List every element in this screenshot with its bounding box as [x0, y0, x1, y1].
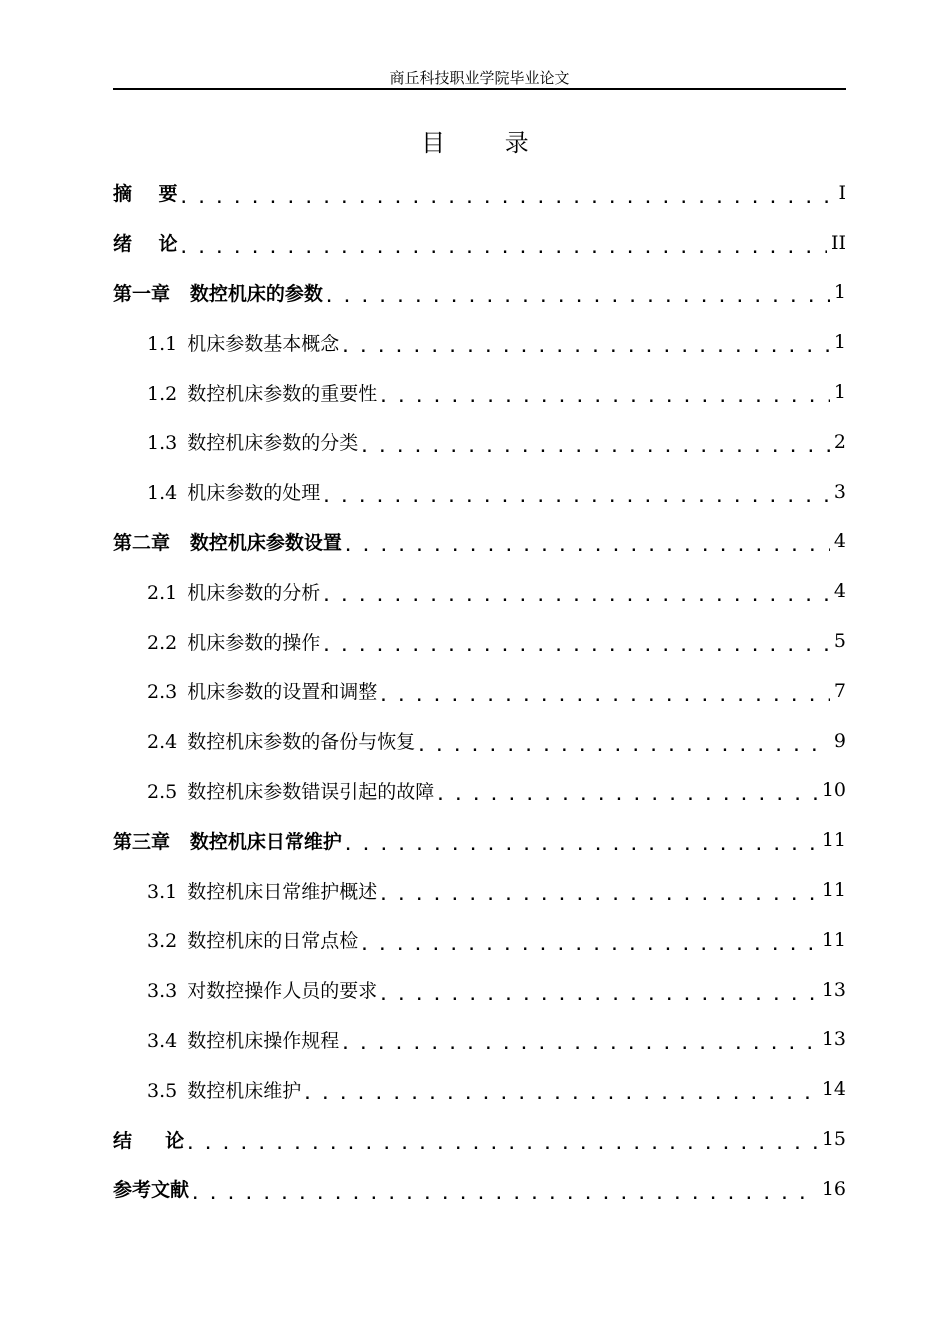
toc-entry-label	[147, 677, 377, 704]
table-of-contents	[113, 168, 846, 1214]
toc-page-number: 11	[821, 879, 846, 902]
toc-entry[interactable]	[113, 218, 846, 268]
toc-entry-number: 3.2	[147, 930, 178, 953]
toc-entry[interactable]	[113, 566, 846, 616]
toc-entry-text: 摘 要	[113, 183, 178, 206]
toc-leader-dots	[322, 634, 830, 654]
toc-page-number: 14	[821, 1078, 846, 1101]
toc-entry-label	[147, 379, 377, 406]
toc-entry-label	[147, 628, 320, 655]
toc-page-number: 16	[821, 1177, 846, 1200]
toc-entry-number: 1.3	[147, 432, 178, 455]
header-rule	[113, 88, 846, 90]
toc-entry[interactable]	[113, 168, 846, 218]
toc-entry-label	[113, 528, 342, 555]
toc-entry-label	[147, 926, 358, 953]
toc-entry-label	[147, 428, 358, 455]
toc-entry[interactable]	[113, 616, 846, 666]
toc-page-number: 4	[833, 530, 846, 553]
toc-entry[interactable]	[113, 268, 846, 318]
toc-entry-text: 第三章 数控机床日常维护	[113, 830, 342, 853]
toc-entry-label	[147, 877, 377, 904]
toc-leader-dots	[344, 534, 830, 554]
toc-entry[interactable]	[113, 766, 846, 816]
toc-page-number: 13	[821, 1028, 846, 1051]
toc-page-number: II	[830, 231, 846, 254]
toc-leader-dots	[303, 1082, 818, 1102]
toc-entry-text: 机床参数的分析	[187, 581, 321, 604]
toc-leader-dots	[179, 236, 827, 256]
toc-page-number: I	[838, 181, 846, 204]
toc-entry-label	[147, 727, 415, 754]
toc-page-number: 5	[833, 630, 846, 653]
toc-leader-dots	[344, 833, 818, 853]
toc-entry[interactable]	[113, 915, 846, 965]
toc-entry-label	[113, 827, 342, 854]
toc-leader-dots	[191, 1182, 818, 1202]
toc-entry[interactable]	[113, 666, 846, 716]
toc-entry-number: 3.1	[147, 880, 178, 903]
toc-entry-label	[113, 179, 177, 206]
toc-leader-dots	[179, 186, 832, 206]
toc-entry-number: 3.5	[147, 1079, 178, 1102]
toc-leader-dots	[436, 783, 818, 803]
toc-entry-text: 数控机床参数错误引起的故障	[187, 780, 435, 803]
toc-entry-number: 2.2	[147, 631, 178, 654]
toc-leader-dots	[360, 435, 830, 455]
toc-page-number: 1	[833, 331, 846, 354]
toc-page-number: 10	[821, 779, 846, 802]
toc-entry-text: 数控机床参数的分类	[187, 432, 359, 455]
toc-entry[interactable]	[113, 317, 846, 367]
toc-page-number: 1	[833, 381, 846, 404]
toc-entry[interactable]	[113, 1015, 846, 1065]
toc-entry[interactable]	[113, 1164, 846, 1214]
toc-leader-dots	[325, 285, 830, 305]
toc-entry-text: 数控机床参数的备份与恢复	[187, 731, 416, 754]
toc-entry-number: 3.4	[147, 1029, 178, 1052]
toc-entry-number: 2.4	[147, 731, 178, 754]
toc-entry-text: 数控机床的日常点检	[187, 930, 359, 953]
toc-entry[interactable]	[113, 467, 846, 517]
toc-entry[interactable]	[113, 1064, 846, 1114]
toc-entry-text: 机床参数的处理	[187, 482, 321, 505]
toc-entry[interactable]	[113, 965, 846, 1015]
toc-leader-dots	[186, 1132, 818, 1152]
toc-entry-label	[113, 1175, 189, 1202]
toc-entry-label	[147, 329, 339, 356]
toc-entry-text: 数控机床日常维护概述	[187, 880, 378, 903]
toc-entry-text: 参考文献	[113, 1179, 190, 1202]
toc-page-number: 7	[833, 679, 846, 702]
toc-leader-dots	[417, 734, 830, 754]
toc-page-number: 1	[833, 281, 846, 304]
toc-entry-label	[147, 1076, 301, 1103]
toc-entry-label	[147, 777, 434, 804]
toc-entry[interactable]	[113, 1114, 846, 1164]
toc-entry-text: 结 论	[113, 1129, 185, 1152]
toc-entry-number: 1.4	[147, 482, 178, 505]
toc-entry-label	[147, 976, 377, 1003]
toc-entry-label	[147, 1026, 339, 1053]
toc-entry-text: 机床参数基本概念	[187, 332, 340, 355]
toc-entry-text: 机床参数的操作	[187, 631, 321, 654]
toc-page-number: 9	[833, 729, 846, 752]
toc-entry-number: 2.3	[147, 681, 178, 704]
toc-entry-number: 2.1	[147, 581, 178, 604]
toc-entry[interactable]	[113, 367, 846, 417]
toc-entry[interactable]	[113, 417, 846, 467]
toc-page-number: 13	[821, 978, 846, 1001]
toc-entry-label	[113, 279, 323, 306]
toc-leader-dots	[379, 684, 830, 704]
toc-page-number: 2	[833, 430, 846, 453]
toc-entry[interactable]	[113, 517, 846, 567]
toc-entry-text: 第二章 数控机床参数设置	[113, 531, 342, 554]
toc-entry-text: 绪 论	[113, 233, 178, 256]
toc-entry-label	[113, 229, 177, 256]
toc-entry-text: 对数控操作人员的要求	[187, 980, 378, 1003]
toc-entry[interactable]	[113, 815, 846, 865]
toc-page-number: 4	[833, 580, 846, 603]
page-title: 目 录	[421, 129, 555, 157]
toc-leader-dots	[322, 584, 830, 604]
running-header: 商丘科技职业学院毕业论文	[389, 69, 570, 87]
toc-entry-number: 1.1	[147, 332, 178, 355]
toc-leader-dots	[322, 485, 830, 505]
toc-entry-text: 机床参数的设置和调整	[187, 681, 378, 704]
toc-entry-text: 数控机床维护	[187, 1079, 302, 1102]
toc-leader-dots	[379, 883, 818, 903]
toc-leader-dots	[360, 933, 818, 953]
toc-page-number: 3	[833, 480, 846, 503]
toc-entry-label	[113, 1126, 184, 1153]
toc-entry-text: 数控机床参数的重要性	[187, 382, 378, 405]
toc-leader-dots	[379, 385, 830, 405]
toc-entry-number: 1.2	[147, 382, 178, 405]
toc-leader-dots	[341, 335, 830, 355]
toc-entry-label	[147, 478, 320, 505]
toc-page-number: 11	[821, 829, 846, 852]
toc-entry-number: 3.3	[147, 980, 178, 1003]
toc-entry-text: 第一章 数控机床的参数	[113, 282, 323, 305]
toc-leader-dots	[341, 1032, 818, 1052]
toc-page-number: 11	[821, 928, 846, 951]
toc-entry-label	[147, 578, 320, 605]
toc-page-number: 15	[821, 1128, 846, 1151]
toc-entry-number: 2.5	[147, 780, 178, 803]
toc-entry[interactable]	[113, 865, 846, 915]
toc-entry-text: 数控机床操作规程	[187, 1029, 340, 1052]
toc-entry[interactable]	[113, 716, 846, 766]
toc-leader-dots	[379, 983, 818, 1003]
